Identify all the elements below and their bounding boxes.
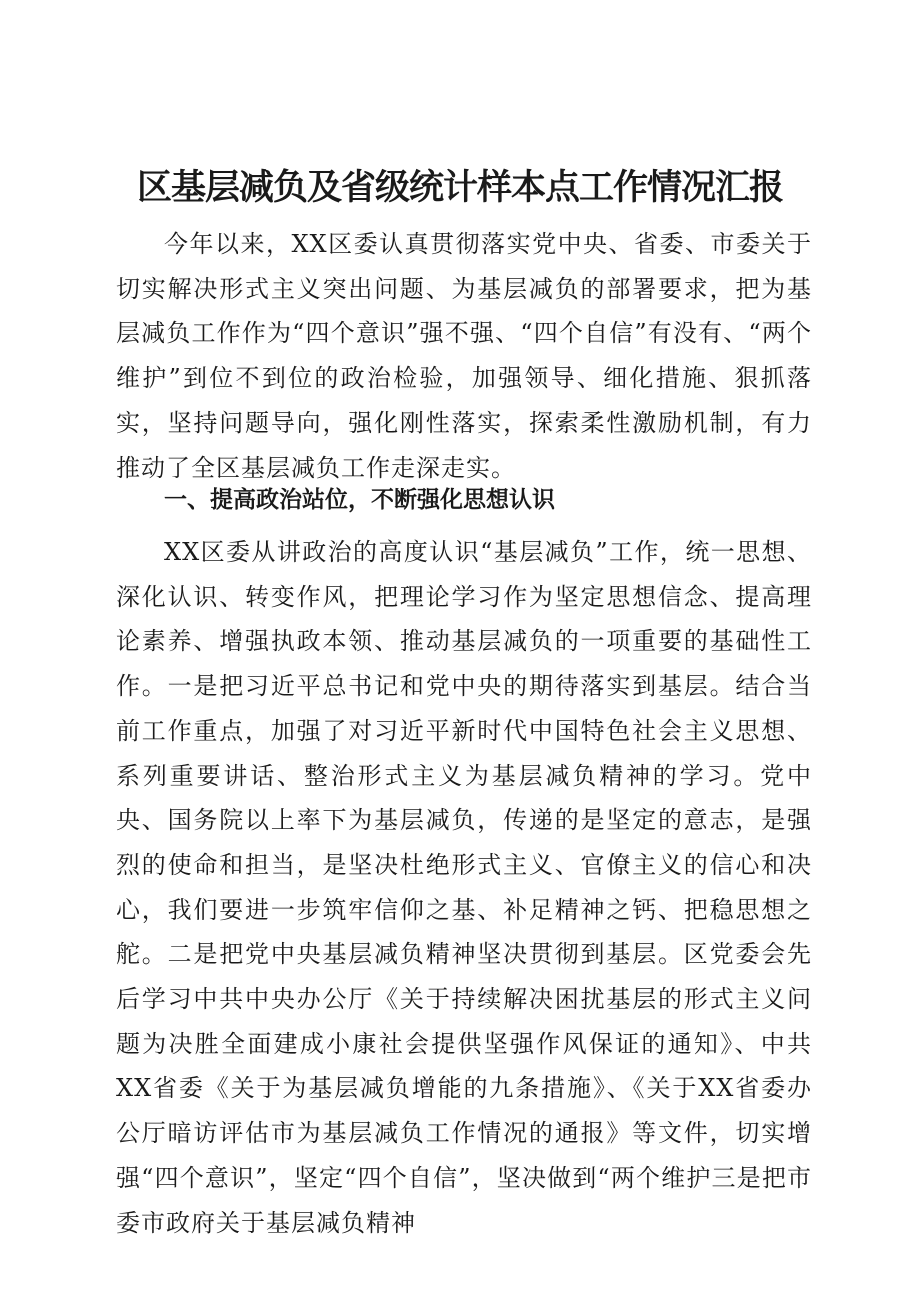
section-heading: 一、提高政治站位，不断强化思想认识 xyxy=(164,487,555,513)
document-title: 区基层减负及省级统计样本点工作情况汇报 xyxy=(136,168,783,208)
intro-paragraph: 今年以来，XX区委认真贯彻落实党中央、省委、市委关于切实解决形式主义突出问题、为基层减负的部署要求，把为基层减负工作作为“四个意识”强不强、“四个自信”有没有、“两个维护”到位不到位的政治检验，加强领导、细化措施、狠抓落实，坚持问题导向，强化刚性落实，探索柔性激励机制，有力推动了全区基层减负工作走深走实。 xyxy=(116,230,812,482)
section-paragraph: XX区委从讲政治的高度认识“基层减负”工作，统一思想、深化认识、转变作风，把理论学习作为坚定思想信念、提高理论素养、增强执政本领、推动基层减负的一项重要的基础性工作。一是把习近平总书记和党中央的期待落实到基层。结合当前工作重点，加强了对习近平新时代中国特色社会主义思想、系列重要讲话、整治形式主义为基层减负精神的学习。党中央、国务院以上率下为基层减负，传递的是坚定的意志，是强烈的使命和担当，是坚决杜绝形式主义、官僚主义的信心和决心，我们要进一步筑牢信仰之基、补足精神之钙、把稳思想之舵。二是把党中央基层减负精神坚决贯彻到基层。区党委会先后学习中共中央办公厅《关于持续解决困扰基层的形式主义问题为决胜全面建成小康社会提供坚强作风保证的通知》、中共XX省委《关于为基层减负增能的九条措施》、《关于XX省委办公厅暗访评估市为基层减负工作情况的通报》等文件，切实增强“四个意识”，坚定“四个自信”，坚决做到“两个维护三是把市委市政府关于基层减负精神 xyxy=(116,538,812,1237)
